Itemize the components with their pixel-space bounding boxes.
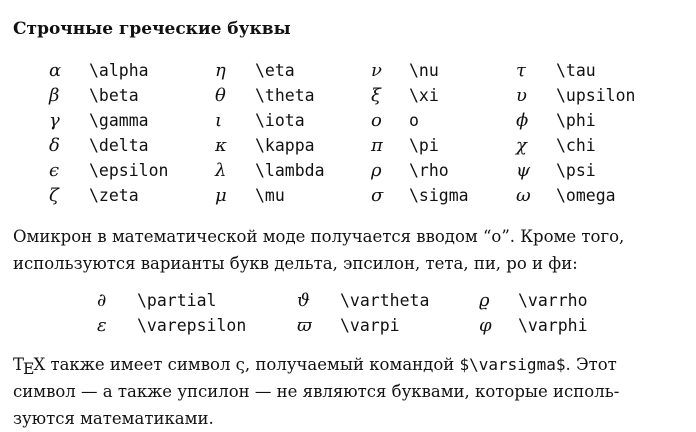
variant-letter-symbol: ∂ bbox=[97, 290, 107, 311]
greek-letter-symbol: ι bbox=[215, 110, 223, 131]
variant-letter-command: \vartheta bbox=[340, 291, 430, 310]
paragraph-omicron-line-1: Омикрон в математической моде получается вводом “o”. Кроме того, bbox=[13, 227, 625, 246]
paragraph-varsigma-line-1 bbox=[13, 351, 688, 378]
variant-letter-row bbox=[0, 313, 696, 338]
variant-letter-command: \varpi bbox=[340, 316, 400, 335]
greek-letter-symbol: ϕ bbox=[516, 110, 529, 131]
greek-letter-command: \zeta bbox=[89, 186, 139, 205]
greek-letter-command: o bbox=[409, 111, 419, 130]
greek-letter-symbol: κ bbox=[215, 135, 227, 156]
greek-letter-symbol: χ bbox=[516, 135, 527, 156]
paragraph-omicron-line-2: используются варианты букв дельта, эпсилон, тета, пи, ро и фи: bbox=[13, 254, 578, 273]
greek-letter-symbol: ϵ bbox=[49, 160, 60, 181]
greek-letter-command: \beta bbox=[89, 86, 139, 105]
varsigma-command: $\varsigma$ bbox=[459, 355, 566, 374]
greek-letter-row bbox=[0, 108, 696, 133]
greek-letter-symbol: ρ bbox=[371, 160, 382, 181]
greek-letter-command: \upsilon bbox=[556, 86, 636, 105]
paragraph-omicron bbox=[13, 223, 688, 277]
greek-letter-command: \gamma bbox=[89, 111, 149, 130]
greek-letter-command: \lambda bbox=[255, 161, 325, 180]
greek-letter-command: \iota bbox=[255, 111, 305, 130]
greek-letter-symbol: θ bbox=[215, 85, 226, 106]
paragraph-varsigma bbox=[13, 351, 688, 432]
greek-letter-command: \chi bbox=[556, 136, 596, 155]
tex-logo: TEX bbox=[13, 355, 46, 378]
greek-letter-symbol: η bbox=[215, 60, 226, 81]
greek-letter-row bbox=[0, 83, 696, 108]
greek-letter-symbol: τ bbox=[516, 60, 526, 81]
greek-letter-row bbox=[0, 183, 696, 208]
greek-letter-row bbox=[0, 158, 696, 183]
greek-letter-command: \tau bbox=[556, 61, 596, 80]
greek-letter-command: \nu bbox=[409, 61, 439, 80]
greek-letter-symbol: γ bbox=[49, 110, 60, 131]
greek-letter-command: \alpha bbox=[89, 61, 149, 80]
variant-letter-symbol: φ bbox=[479, 315, 492, 336]
greek-letter-symbol: δ bbox=[49, 135, 60, 156]
varsigma-text: также имеет символ ς, получаемый командой bbox=[45, 355, 460, 374]
greek-letter-command: \pi bbox=[409, 136, 439, 155]
varsigma-text-end: . Этот bbox=[565, 355, 617, 374]
variant-letter-command: \varrho bbox=[518, 291, 588, 310]
greek-letter-command: \delta bbox=[89, 136, 149, 155]
greek-letter-symbol: β bbox=[49, 85, 60, 106]
greek-letter-command: \theta bbox=[255, 86, 315, 105]
paragraph-varsigma-line-2: символ — а также упсилон — не являются буквами, которые исполь- bbox=[13, 382, 620, 401]
greek-letter-symbol: α bbox=[49, 60, 62, 81]
greek-letter-symbol: λ bbox=[215, 160, 227, 181]
greek-letter-symbol: ψ bbox=[516, 160, 531, 181]
greek-letter-symbol: μ bbox=[215, 185, 227, 206]
variant-letter-table bbox=[0, 288, 696, 338]
greek-letter-symbol: σ bbox=[371, 185, 384, 206]
paragraph-varsigma-line-3: зуются математиками. bbox=[13, 409, 214, 428]
greek-letter-symbol: ζ bbox=[49, 185, 59, 206]
greek-letter-row bbox=[0, 58, 696, 83]
greek-letter-row bbox=[0, 133, 696, 158]
greek-letter-symbol: υ bbox=[516, 85, 527, 106]
variant-letter-symbol: ϑ bbox=[297, 290, 310, 311]
greek-letter-symbol: ξ bbox=[371, 85, 381, 106]
variant-letter-symbol: ε bbox=[97, 315, 107, 336]
variant-letter-command: \varphi bbox=[518, 316, 588, 335]
greek-letter-symbol: π bbox=[371, 135, 383, 156]
greek-letter-symbol: ν bbox=[371, 60, 382, 81]
variant-letter-command: \varepsilon bbox=[137, 316, 247, 335]
greek-letter-command: \psi bbox=[556, 161, 596, 180]
greek-letter-command: \eta bbox=[255, 61, 295, 80]
greek-letter-command: \kappa bbox=[255, 136, 315, 155]
greek-letter-command: \epsilon bbox=[89, 161, 169, 180]
variant-letter-command: \partial bbox=[137, 291, 217, 310]
greek-letter-command: \phi bbox=[556, 111, 596, 130]
greek-letter-symbol: o bbox=[371, 110, 382, 131]
greek-letter-command: \sigma bbox=[409, 186, 469, 205]
greek-letter-command: \rho bbox=[409, 161, 449, 180]
greek-letter-command: \xi bbox=[409, 86, 439, 105]
greek-letter-table bbox=[0, 58, 696, 208]
section-title: Строчные греческие буквы bbox=[13, 19, 291, 39]
variant-letter-symbol: ϱ bbox=[479, 290, 490, 311]
greek-letter-symbol: ω bbox=[516, 185, 531, 206]
greek-letter-command: \mu bbox=[255, 186, 285, 205]
variant-letter-row bbox=[0, 288, 696, 313]
greek-letter-command: \omega bbox=[556, 186, 616, 205]
variant-letter-symbol: ϖ bbox=[297, 315, 312, 336]
